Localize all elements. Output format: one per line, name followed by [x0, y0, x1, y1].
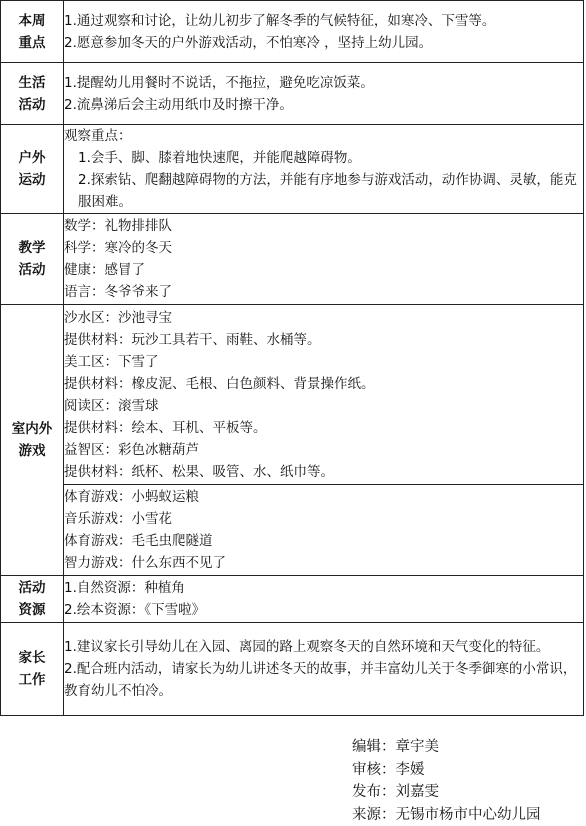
content-line: 沙水区：沙池寻宝: [64, 307, 583, 329]
content-line: 音乐游戏：小雪花: [64, 508, 583, 530]
row-weekly-focus: [1, 1, 584, 63]
content-parents: [64, 623, 584, 716]
content-line: 益智区：彩色冰糖葫芦: [64, 439, 583, 461]
publisher-credit: 发布：刘嘉雯: [352, 781, 541, 804]
content-line: 2.配合班内活动，请家长为幼儿讲述冬天的故事，并丰富幼儿关于冬季御寒的小常识，教育幼儿不怕冷。: [64, 658, 583, 702]
content-line: 1.通过观察和讨论，让幼儿初步了解冬季的气候特征，如寒冷、下雪等。: [64, 10, 583, 32]
label-resources: [1, 576, 64, 623]
label-line: 运动: [1, 169, 63, 191]
editor-credit: 编辑：章宇美: [352, 736, 541, 759]
row-parents: [1, 623, 584, 716]
content-line: 提供材料：橡皮泥、毛根、白色颜料、背景操作纸。: [64, 373, 583, 395]
content-line: 提供材料：纸杯、松果、吸管、水、纸巾等。: [64, 461, 583, 483]
content-line: 体育游戏：小蚂蚁运粮: [64, 486, 583, 508]
content-line: 观察重点：: [64, 125, 583, 147]
content-line: 2.绘本资源：《下雪啦》: [64, 599, 583, 621]
label-line: 资源: [1, 599, 63, 621]
label-line: 活动: [1, 577, 63, 599]
content-line: 2.探索钻、爬翻越障碍物的方法，并能有序地参与游戏活动，动作协调、灵敏，能克服困难。: [64, 169, 583, 213]
row-games-areas: [1, 305, 584, 485]
content-games-list: [64, 485, 584, 576]
content-line: 1.自然资源：种植角: [64, 577, 583, 599]
content-games-areas: [64, 305, 584, 485]
content-line: 健康：感冒了: [64, 259, 583, 281]
row-teaching: [1, 214, 584, 305]
label-games: [1, 305, 64, 576]
label-outdoor-sports: [1, 125, 64, 214]
content-line: 2.愿意参加冬天的户外游戏活动，不怕寒冷 ，坚持上幼儿园。: [64, 32, 583, 54]
content-line: 智力游戏：什么东西不见了: [64, 552, 583, 574]
content-line: 体育游戏：毛毛虫爬隧道: [64, 530, 583, 552]
label-line: 游戏: [1, 440, 63, 462]
label-weekly-focus: [1, 1, 64, 63]
content-line: 阅读区：滚雪球: [64, 395, 583, 417]
label-line: 本周: [1, 10, 63, 32]
content-line: 提供材料：玩沙工具若干、雨鞋、水桶等。: [64, 329, 583, 351]
label-line: 家长: [1, 647, 63, 669]
reviewer-credit: 审核：李媛: [352, 759, 541, 782]
content-weekly-focus: [64, 1, 584, 63]
label-teaching: [1, 214, 64, 305]
content-line: 1.会手、脚、膝着地快速爬，并能爬越障碍物。: [64, 147, 583, 169]
content-line: 1.提醒幼儿用餐时不说话，不拖拉，避免吃凉饭菜。: [64, 72, 583, 94]
label-parents: [1, 623, 64, 716]
label-line: 教学: [1, 237, 63, 259]
source-credit: 来源：无锡市杨市中心幼儿园: [352, 804, 541, 826]
content-line: 科学：寒冷的冬天: [64, 237, 583, 259]
content-line: 1.建议家长引导幼儿在入园、离园的路上观察冬天的自然环境和天气变化的特征。: [64, 636, 583, 658]
content-daily-life: [64, 63, 584, 125]
label-line: 生活: [1, 72, 63, 94]
content-line: 语言：冬爷爷来了: [64, 281, 583, 303]
credits-block: [352, 736, 541, 826]
content-resources: [64, 576, 584, 623]
content-line: 2.流鼻涕后会主动用纸巾及时擦干净。: [64, 94, 583, 116]
label-line: 重点: [1, 32, 63, 54]
label-line: 活动: [1, 94, 63, 116]
content-line: 数学：礼物排排队: [64, 215, 583, 237]
content-line: 提供材料：绘本、耳机、平板等。: [64, 417, 583, 439]
content-teaching: [64, 214, 584, 305]
label-line: 室内外: [1, 418, 63, 440]
label-line: 活动: [1, 259, 63, 281]
row-resources: [1, 576, 584, 623]
content-outdoor-sports: [64, 125, 584, 214]
label-line: 户外: [1, 147, 63, 169]
row-games-list: [1, 485, 584, 576]
content-line: 美工区：下雪了: [64, 351, 583, 373]
label-daily-life: [1, 63, 64, 125]
row-daily-life: [1, 63, 584, 125]
label-line: 工作: [1, 669, 63, 691]
row-outdoor-sports: [1, 125, 584, 214]
